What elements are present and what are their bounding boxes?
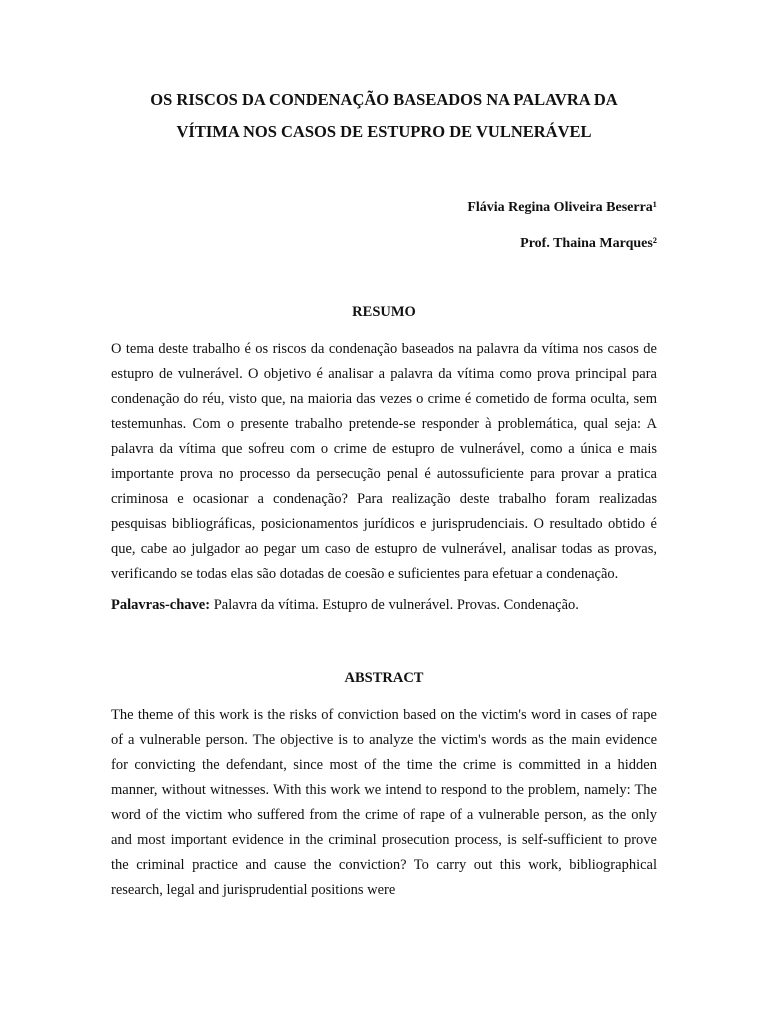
document-title bbox=[111, 84, 657, 148]
abstract-heading: ABSTRACT bbox=[344, 670, 424, 686]
keywords-text: Palavra da vítima. Estupro de vulnerável. Provas. Condenação. bbox=[210, 597, 579, 613]
author-1: Flávia Regina Oliveira Beserra¹ bbox=[467, 200, 657, 215]
keywords-line bbox=[111, 593, 657, 618]
document-page bbox=[111, 84, 657, 903]
author-2: Prof. Thaina Marques² bbox=[520, 236, 657, 251]
resumo-paragraph: O tema deste trabalho é os riscos da condenação baseados na palavra da vítima nos casos de estupro de vulnerável. O objetivo é analisar a palavra da vítima como prova principal para condenação do réu, visto que, na maioria das vezes o crime é cometido de forma oculta, sem testemunhas. Com o presente trabalho pretende-se responder à problemática, qual seja: A palavra da vítima que sofreu com o crime de estupro de vulnerável, como a única e mais importante prova no processo da persecução penal é autossuficiente para provar a pratica criminosa e ocasionar a condenação? Para realização deste trabalho foram realizadas pesquisas bibliográficas, posicionamentos jurídicos e jurisprudenciais. O resultado obtido é que, cabe ao julgador ao pegar um caso de estupro de vulnerável, analisar todas as provas, verificando se todas elas são dotadas de coesão e suficientes para efetuar a condenação. bbox=[111, 341, 657, 582]
author-list bbox=[111, 198, 657, 254]
keywords-label: Palavras-chave: bbox=[111, 597, 211, 613]
abstract-paragraph: The theme of this work is the risks of conviction based on the victim's word in cases of rape of a vulnerable person. The objective is to analyze the victim's words as the main evidence for convicting the defendant, since most of the time the crime is committed in a hidden manner, without witnesses. With this work we intend to respond to the problem, namely: The word of the victim who suffered from the crime of rape of a vulnerable person, as the only and most important evidence in the criminal prosecution process, is self-sufficient to prove the criminal practice and cause the conviction? To carry out this work, bibliographical research, legal and jurisprudential positions were bbox=[111, 707, 657, 898]
resumo-heading: RESUMO bbox=[352, 304, 416, 320]
title-line-1: OS RISCOS DA CONDENAÇÃO BASEADOS NA PALAVRA DA bbox=[150, 90, 618, 109]
title-line-2: VÍTIMA NOS CASOS DE ESTUPRO DE VULNERÁVEL bbox=[176, 122, 592, 141]
